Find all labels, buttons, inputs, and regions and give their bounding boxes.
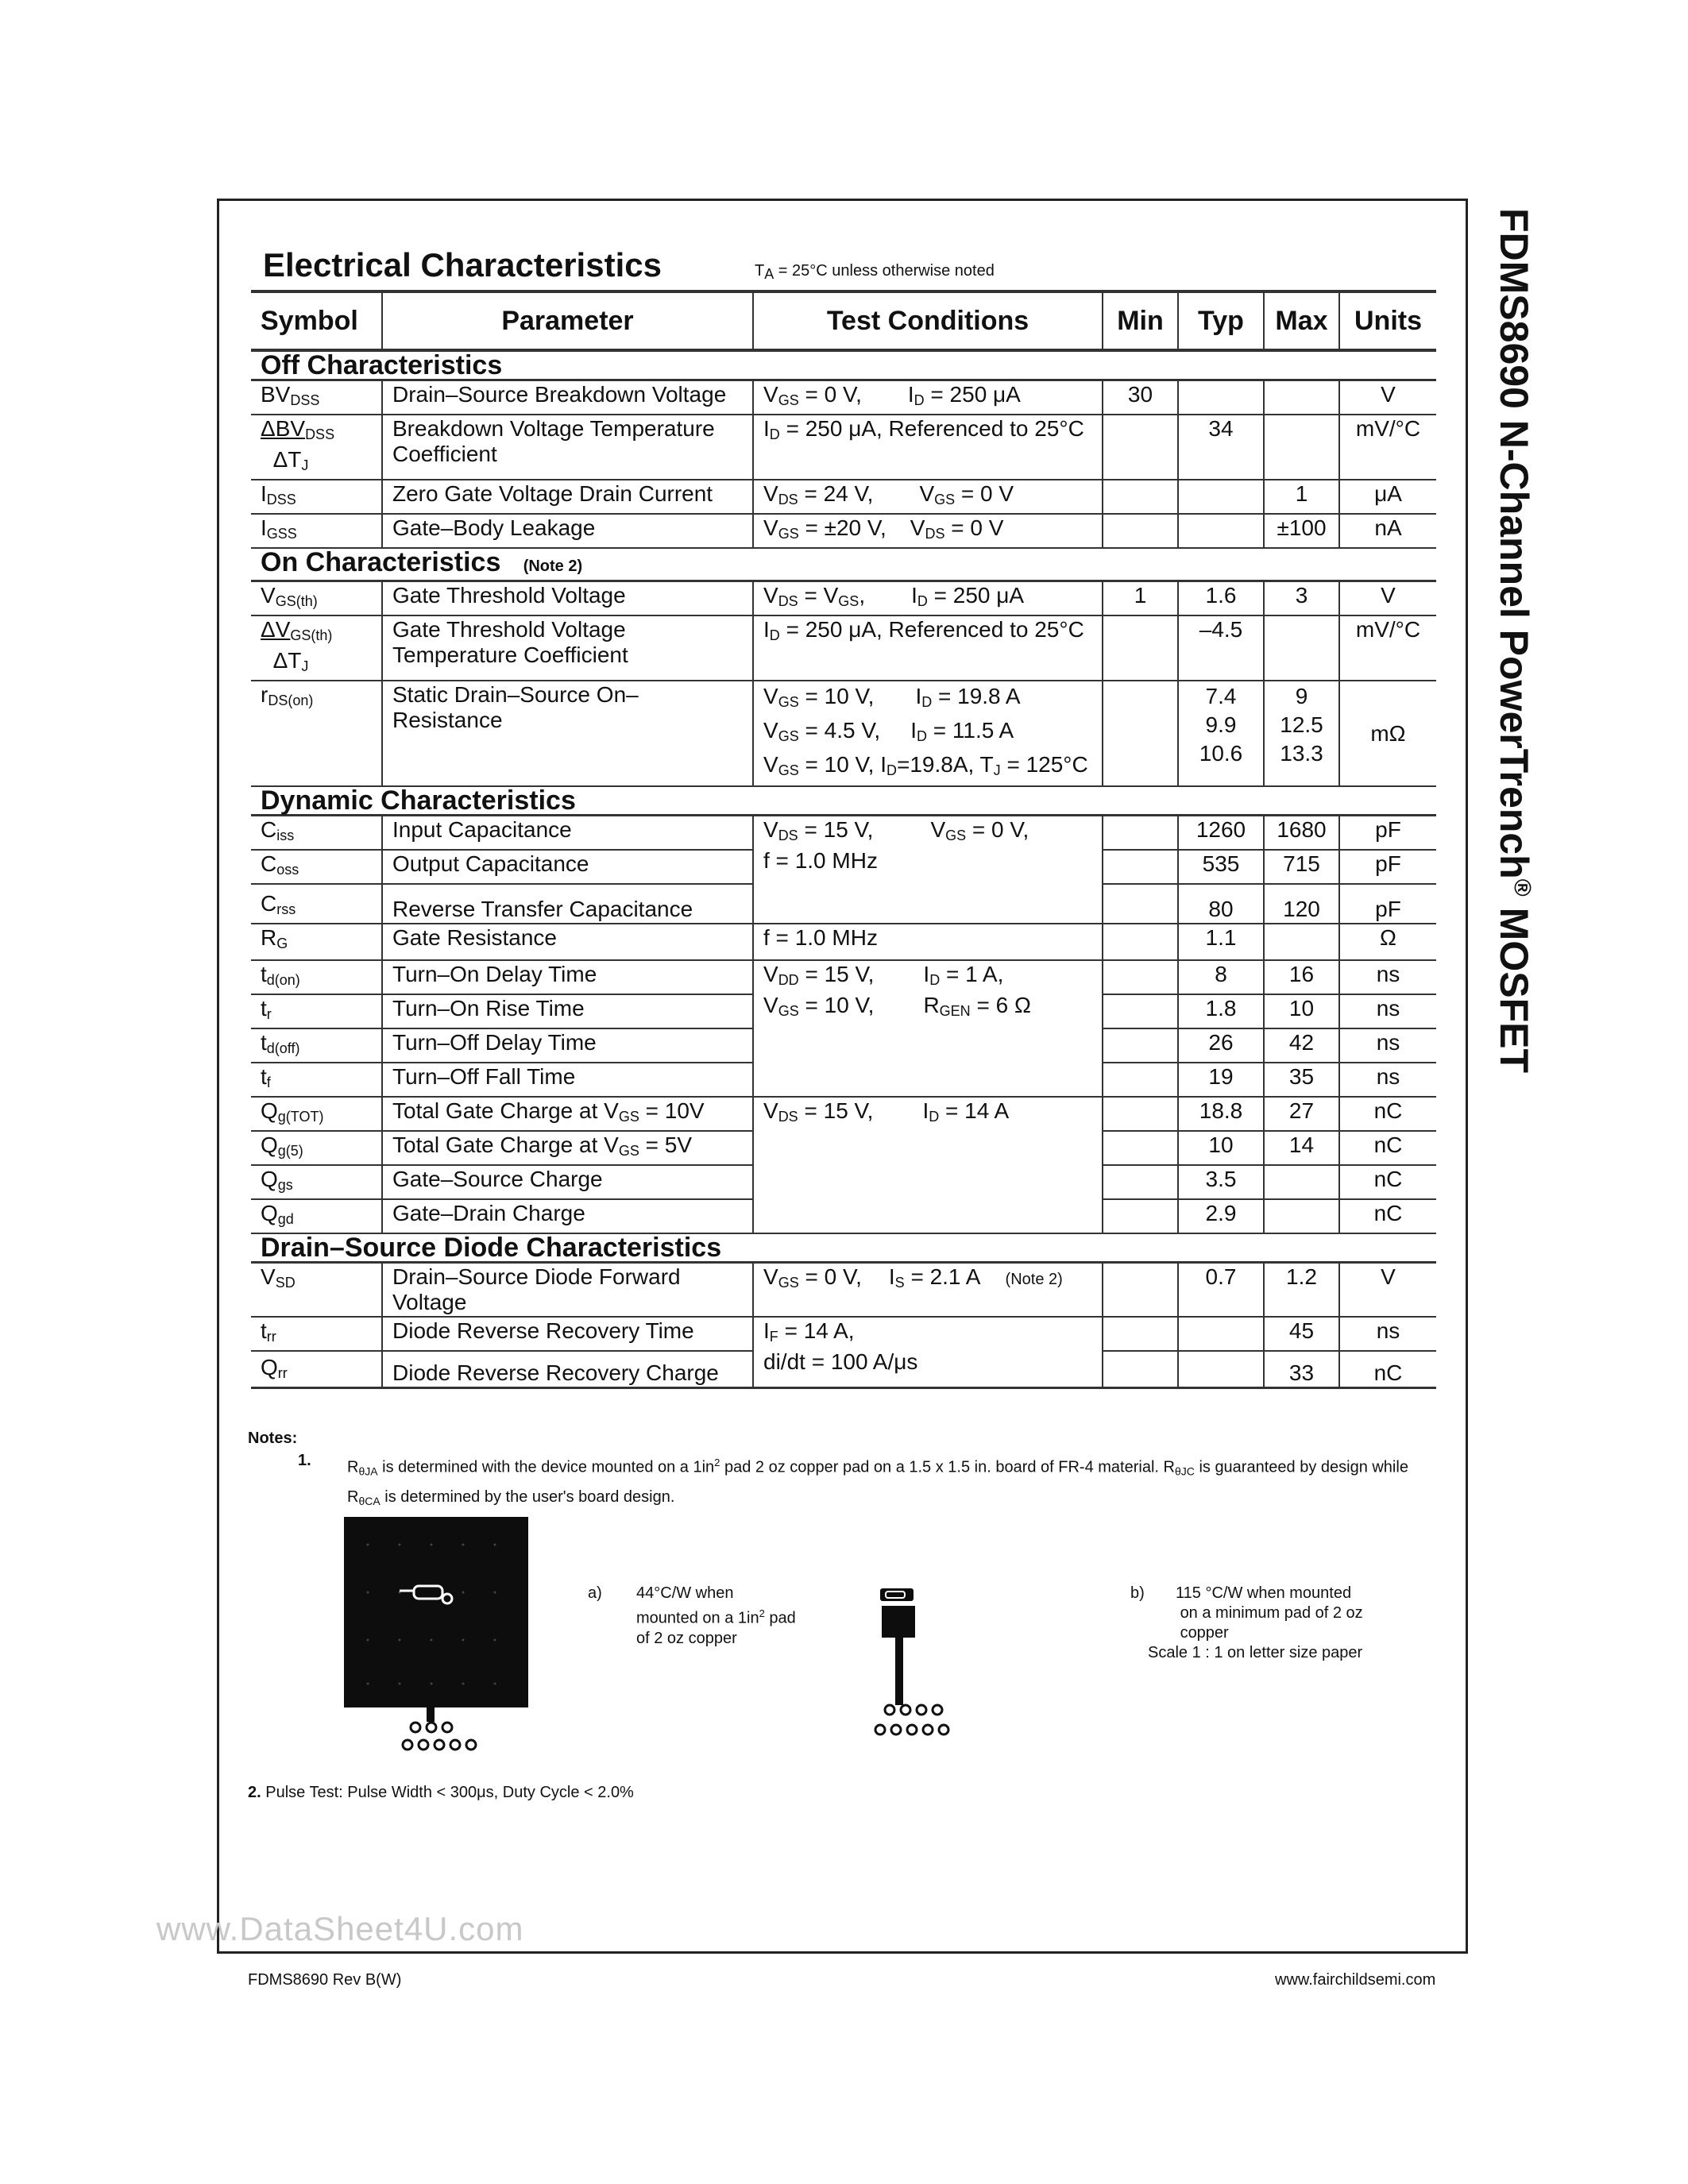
units: mV/°C: [1339, 615, 1436, 681]
table-row: [251, 1317, 1436, 1351]
parameter: Diode Reverse Recovery Time: [382, 1317, 753, 1351]
min: [1103, 850, 1178, 884]
test-conditions: $V_{GS} = \pm 20$ V, $V_{DS} = 0$ V: [753, 514, 1103, 548]
parameter: Diode Reverse Recovery Charge: [382, 1351, 753, 1387]
symbol: $C_{iss}$: [261, 817, 295, 843]
caption-b: 115 °C/W when mounted on a minimum pad of 2 oz copper: [1176, 1584, 1363, 1642]
heading-note: TA = 25°C unless otherwise noted: [755, 262, 995, 282]
test-conditions: f = 1.0 MHz: [753, 924, 1103, 960]
typ: 18.8: [1178, 1097, 1264, 1131]
units: V: [1339, 581, 1436, 616]
parameter: Turn–On Delay Time: [382, 960, 753, 994]
units: nC: [1339, 1199, 1436, 1233]
test-conditions: $V_{DS} = 15$ V, $I_D = 14$ A: [753, 1097, 1103, 1233]
parameter: Breakdown Voltage Temperature Coefficient: [382, 415, 753, 480]
typ: 80: [1178, 884, 1264, 924]
typ: 19: [1178, 1063, 1264, 1097]
units: ns: [1339, 1317, 1436, 1351]
symbol: $Q_{g(TOT)}$: [261, 1098, 324, 1125]
max: 120: [1264, 884, 1339, 924]
units: mΩ: [1339, 681, 1436, 786]
units: μA: [1339, 480, 1436, 514]
parameter: Static Drain–Source On–Resistance: [382, 681, 753, 786]
max: 14: [1264, 1131, 1339, 1165]
max: 1680: [1264, 816, 1339, 851]
max: [1264, 615, 1339, 681]
table-row: [251, 1263, 1436, 1318]
table-row: [251, 924, 1436, 960]
max: 9 12.5 13.3: [1264, 681, 1339, 786]
typ: 1.1: [1178, 924, 1264, 960]
table-header-row: [251, 291, 1436, 350]
min: 1: [1103, 581, 1178, 616]
units: Ω: [1339, 924, 1436, 960]
typ: 26: [1178, 1028, 1264, 1063]
min: [1103, 816, 1178, 851]
symbol: $t_{d(off)}$: [261, 1030, 300, 1056]
units: pF: [1339, 816, 1436, 851]
units: nC: [1339, 1351, 1436, 1387]
parameter: Gate Resistance: [382, 924, 753, 960]
symbol: $Q_{g(5)}$: [261, 1133, 303, 1159]
max: [1264, 1199, 1339, 1233]
symbol: $R_G$: [261, 925, 288, 951]
parameter: Total Gate Charge at $V_{GS} = 5V$: [382, 1131, 753, 1165]
pcb-pad-figure-a: [320, 1513, 558, 1767]
typ: –4.5: [1178, 615, 1264, 681]
units: mV/°C: [1339, 415, 1436, 480]
table-row: [251, 1097, 1436, 1131]
max: [1264, 415, 1339, 480]
col-test-conditions: Test Conditions: [753, 291, 1103, 350]
watermark: www.DataSheet4U.com: [156, 1910, 524, 1947]
max: 27: [1264, 1097, 1339, 1131]
symbol: $t_{d(on)}$: [261, 962, 300, 988]
col-units: Units: [1339, 291, 1436, 350]
notes-label: Notes:: [248, 1430, 298, 1447]
typ: 8: [1178, 960, 1264, 994]
typ: [1178, 480, 1264, 514]
symbol: $\Delta BV_{DSS}$ $\Delta T_J$: [261, 416, 335, 473]
max: 16: [1264, 960, 1339, 994]
min: [1103, 1131, 1178, 1165]
units: nC: [1339, 1165, 1436, 1199]
note2: 2. Pulse Test: Pulse Width < 300μs, Duty Cycle < 2.0%: [248, 1784, 634, 1801]
section-diode: Drain–Source Diode Characteristics: [251, 1233, 1436, 1263]
section-off: Off Characteristics: [251, 350, 1436, 380]
caption-a-label: a): [588, 1584, 602, 1602]
table-row: [251, 615, 1436, 681]
test-conditions: $V_{GS} = 0$ V, $I_S = 2.1$ A (Note 2): [753, 1263, 1103, 1318]
typ: 34: [1178, 415, 1264, 480]
min: [1103, 884, 1178, 924]
footer-revision: FDMS8690 Rev B(W): [248, 1971, 402, 1989]
table-row: [251, 380, 1436, 415]
table-row: [251, 681, 1436, 786]
units: ns: [1339, 1063, 1436, 1097]
symbol: $t_{rr}$: [261, 1318, 276, 1345]
units: V: [1339, 1263, 1436, 1318]
typ: [1178, 1317, 1264, 1351]
units: ns: [1339, 960, 1436, 994]
parameter: Drain–Source Breakdown Voltage: [382, 380, 753, 415]
parameter: Reverse Transfer Capacitance: [382, 884, 753, 924]
test-conditions: $I_D = 250$ μA, Referenced to 25°C: [753, 615, 1103, 681]
section-on: On Characteristics (Note 2): [251, 548, 1436, 581]
test-conditions: $V_{DS} = 15$ V, $V_{GS} = 0$ V, f = 1.0 MHz: [753, 816, 1103, 924]
table-row: [251, 960, 1436, 994]
parameter: Turn–On Rise Time: [382, 994, 753, 1028]
typ: 2.9: [1178, 1199, 1264, 1233]
col-symbol: Symbol: [251, 291, 382, 350]
max: [1264, 924, 1339, 960]
col-min: Min: [1103, 291, 1178, 350]
note1-text: $R_{\theta JA}$ is determined with the device mounted on a $1in^2$ pad 2 oz copper pad on a 1.5 x 1.5 in. board of FR-4 material. $R_{\theta JC}$ is guaranteed by design while $R_{\theta CA}$ is determined by the user's board design.: [347, 1457, 1408, 1507]
symbol: $t_r$: [261, 996, 272, 1022]
max: 1: [1264, 480, 1339, 514]
min: [1103, 480, 1178, 514]
test-conditions: $V_{DS} = V_{GS}$, $I_D = 250$ μA: [753, 581, 1103, 616]
symbol: $C_{oss}$: [261, 851, 299, 878]
parameter: Turn–Off Fall Time: [382, 1063, 753, 1097]
table-row: [251, 581, 1436, 616]
units: V: [1339, 380, 1436, 415]
max: 3: [1264, 581, 1339, 616]
typ: [1178, 380, 1264, 415]
side-title: FDMS8690 N-Channel PowerTrench® MOSFET: [1492, 208, 1536, 1073]
parameter: Zero Gate Voltage Drain Current: [382, 480, 753, 514]
table-row: [251, 415, 1436, 480]
page-heading: Electrical Characteristics: [263, 246, 662, 284]
min: [1103, 1028, 1178, 1063]
min: [1103, 1165, 1178, 1199]
units: pF: [1339, 884, 1436, 924]
typ: 10: [1178, 1131, 1264, 1165]
typ: 535: [1178, 850, 1264, 884]
parameter: Gate Threshold Voltage Temperature Coefficient: [382, 615, 753, 681]
max: 1.2: [1264, 1263, 1339, 1318]
min: [1103, 1351, 1178, 1387]
caption-b-label: b): [1130, 1584, 1145, 1602]
test-conditions: $I_D = 250$ μA, Referenced to 25°C: [753, 415, 1103, 480]
typ: 1.6: [1178, 581, 1264, 616]
col-typ: Typ: [1178, 291, 1264, 350]
max: 42: [1264, 1028, 1339, 1063]
test-conditions: $V_{GS} = 0$ V, $I_D = 250$ μA: [753, 380, 1103, 415]
min: [1103, 994, 1178, 1028]
table-row: [251, 514, 1436, 548]
pcb-pad-figure-b: [858, 1557, 977, 1755]
max: 10: [1264, 994, 1339, 1028]
test-conditions: $I_F = 14$ A, di/dt = 100 A/μs: [753, 1317, 1103, 1387]
parameter: Total Gate Charge at $V_{GS} = 10V$: [382, 1097, 753, 1131]
test-conditions: $V_{GS} = 10$ V, $I_D = 19.8$ A $V_{GS} = 4.5$ V, $I_D = 11.5$ A $V_{GS} = 10$ V, $I_D=19.8A$, $T_J = 125^\circ C$: [753, 681, 1103, 786]
symbol: $V_{GS(th)}$: [261, 583, 318, 609]
symbol: $BV_{DSS}$: [261, 382, 320, 408]
min: [1103, 960, 1178, 994]
parameter: Gate–Source Charge: [382, 1165, 753, 1199]
parameter: Gate Threshold Voltage: [382, 581, 753, 616]
min: [1103, 415, 1178, 480]
caption-scale: Scale 1 : 1 on letter size paper: [1148, 1644, 1363, 1661]
symbol: $r_{DS(on)}$: [261, 682, 314, 708]
symbol: $t_f$: [261, 1064, 271, 1090]
test-conditions: $V_{DS} = 24$ V, $V_{GS} = 0$ V: [753, 480, 1103, 514]
parameter: Input Capacitance: [382, 816, 753, 851]
symbol: $\Delta V_{GS(th)}$ $\Delta T_J$: [261, 617, 333, 674]
units: nC: [1339, 1131, 1436, 1165]
min: [1103, 1263, 1178, 1318]
symbol: $Q_{gs}$: [261, 1167, 293, 1193]
symbol: $V_{SD}$: [261, 1264, 295, 1291]
parameter: Turn–Off Delay Time: [382, 1028, 753, 1063]
max: [1264, 1165, 1339, 1199]
max: [1264, 380, 1339, 415]
min: [1103, 615, 1178, 681]
min: [1103, 1063, 1178, 1097]
units: nC: [1339, 1097, 1436, 1131]
units: ns: [1339, 994, 1436, 1028]
parameter: Output Capacitance: [382, 850, 753, 884]
min: [1103, 681, 1178, 786]
typ: [1178, 1351, 1264, 1387]
max: 33: [1264, 1351, 1339, 1387]
note1-number: 1.: [298, 1452, 311, 1469]
symbol: $Q_{rr}$: [261, 1354, 288, 1381]
min: 30: [1103, 380, 1178, 415]
col-max: Max: [1264, 291, 1339, 350]
min: [1103, 1097, 1178, 1131]
typ: 7.4 9.9 10.6: [1178, 681, 1264, 786]
max: 715: [1264, 850, 1339, 884]
units: pF: [1339, 850, 1436, 884]
parameter: Gate–Drain Charge: [382, 1199, 753, 1233]
typ: 0.7: [1178, 1263, 1264, 1318]
typ: 1.8: [1178, 994, 1264, 1028]
parameter: Gate–Body Leakage: [382, 514, 753, 548]
table-row: [251, 816, 1436, 851]
footer-url[interactable]: www.fairchildsemi.com: [1275, 1971, 1436, 1989]
min: [1103, 924, 1178, 960]
typ: 3.5: [1178, 1165, 1264, 1199]
electrical-characteristics-table: [251, 290, 1436, 1389]
typ: 1260: [1178, 816, 1264, 851]
units: nA: [1339, 514, 1436, 548]
min: [1103, 514, 1178, 548]
symbol: $Q_{gd}$: [261, 1201, 294, 1227]
symbol: $I_{DSS}$: [261, 481, 296, 507]
max: ±100: [1264, 514, 1339, 548]
table-row: [251, 480, 1436, 514]
parameter: Drain–Source Diode Forward Voltage: [382, 1263, 753, 1318]
max: 45: [1264, 1317, 1339, 1351]
min: [1103, 1199, 1178, 1233]
caption-a: 44°C/W when mounted on a $1in^2$ pad of 2 oz copper: [636, 1584, 796, 1647]
typ: [1178, 514, 1264, 548]
symbol: $I_{GSS}$: [261, 515, 297, 542]
max: 35: [1264, 1063, 1339, 1097]
col-parameter: Parameter: [382, 291, 753, 350]
units: ns: [1339, 1028, 1436, 1063]
symbol: $C_{rss}$: [261, 891, 296, 917]
test-conditions: $V_{DD} = 15$ V, $I_D = 1$ A, $V_{GS} = 10$ V, $R_{GEN} = 6$ Ω: [753, 960, 1103, 1097]
min: [1103, 1317, 1178, 1351]
section-dynamic: Dynamic Characteristics: [251, 786, 1436, 816]
